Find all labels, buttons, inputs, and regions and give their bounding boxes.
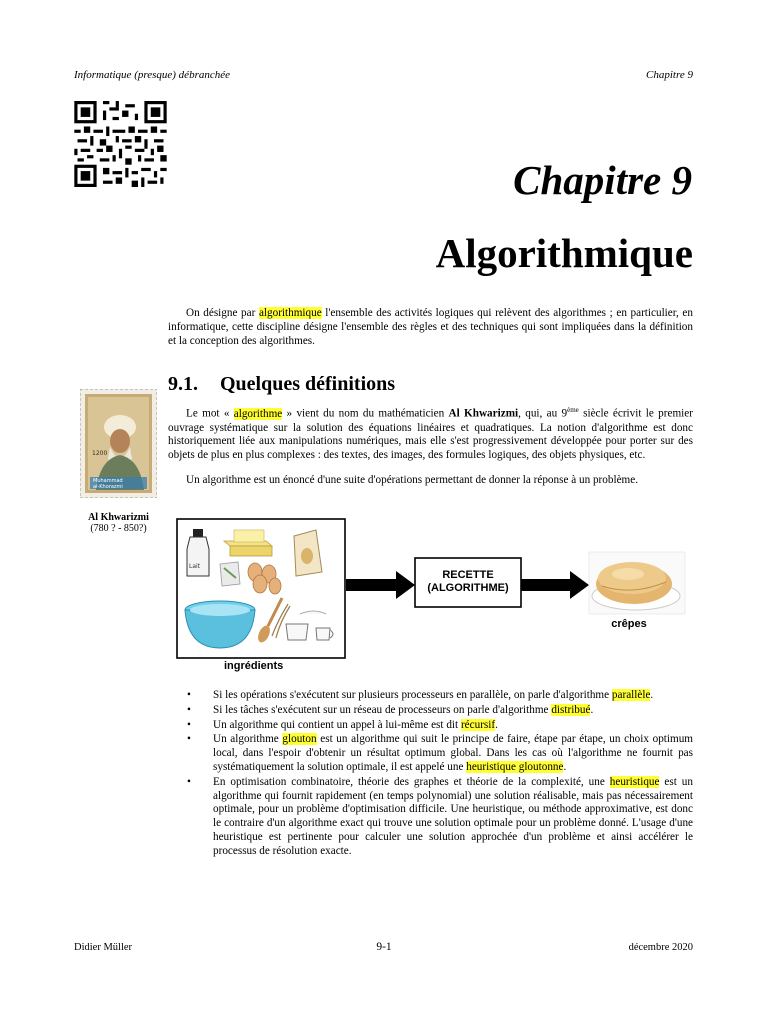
term-glouton: glouton [282, 733, 317, 746]
crepes-image [589, 552, 685, 614]
section-heading: 9.1. Quelques définitions [168, 373, 396, 395]
running-header-left: Informatique (presque) débranchée [74, 69, 230, 81]
intro-paragraph: On désigne par algorithmique l'ensemble des activités logiques qui relèvent des algorithmes ; en particulier, en informatique, cette discipline désigne l'ensemble des règles et des techniques qui sont impliquées dans la définition et la conception des algorithmes. [168, 307, 693, 347]
mathematician-name: Al Khwarizmi [448, 407, 519, 420]
page-number: 9-1 [376, 941, 392, 953]
term-parallele: parallèle [611, 689, 651, 701]
footer-author: Didier Müller [74, 942, 133, 953]
recipe-label-line1: RECETTE [442, 569, 494, 581]
stamp-portrait-image [80, 389, 157, 498]
chapter-title: Algorithmique [435, 230, 693, 276]
recipe-label-line2: (ALGORITHME) [427, 582, 509, 594]
list-item: • Un algorithme qui contient un appel à lui-même est dit récursif. [172, 719, 693, 733]
definition-paragraph-1: Le mot « algorithme » vient du nom du mathématicien Al Khwarizmi, qui, au 9ème siècle écrivit le premier ouvrage systématique sur la solution des équations linéaires et quadratiques. La notion d'algorithme est donc historiquement liée aux manipulations numériques, mais elle s'est progressivement développée pour porter sur des objets de plus en plus complexes : des textes, des images, des formules logiques, des objets physiques, etc. [168, 406, 693, 462]
stamp-name-line1: Muhammad [93, 478, 123, 484]
list-item: • En optimisation combinatoire, théorie des graphes et théorie de la complexité, une heuristique est un algorithme qui fournit rapidement (en temps polynomial) une solution réalisable, mais pas nécessairement optimale, pour un problème d'optimisation difficile. Une heuristique, ou méthode approximative, est donc le contraire d'un algorithme exact qui trouve une solution optimale pour un problème donné. L'usage d'une heuristique est pertinente pour calculer une solution approchée d'un problème et ainsi accélérer le processus de résolution exacte. [172, 776, 693, 859]
stamp-caption-name: Al Khwarizmi [88, 512, 149, 523]
definitions-list [172, 689, 693, 860]
chapter-number-title: Chapitre 9 [513, 157, 692, 203]
stamp-caption-dates: (780 ? - 850?) [90, 523, 147, 534]
sugar-box-icon [220, 562, 240, 586]
stamp-caption [70, 512, 167, 534]
stamp-name-line2: al-Khorazmi [93, 484, 123, 490]
footer-date: décembre 2020 [628, 942, 693, 953]
recipe-algorithm-diagram [176, 516, 692, 676]
running-header-right: Chapitre 9 [646, 69, 693, 81]
milk-label: Lait [189, 563, 201, 570]
term-distribue: distribué [551, 703, 591, 716]
definition-paragraph-2: Un algorithme est un énoncé d'une suite d'opérations permettant de donner la réponse à un problème. [186, 474, 639, 486]
term-recursif: récursif [460, 718, 496, 731]
qr-code-icon[interactable] [74, 101, 167, 187]
list-item: • Si les tâches s'exécutent sur un réseau de processeurs on parle d'algorithme distribué. [172, 704, 693, 718]
term-algorithmique: algorithmique [258, 307, 322, 319]
list-item: • Si les opérations s'exécutent sur plusieurs processeurs en parallèle, on parle d'algorithme parallèle. [172, 689, 693, 703]
result-label: crêpes [611, 618, 647, 630]
stamp-value: 1200 [92, 450, 108, 457]
term-heuristique-gloutonne: heuristique gloutonne [466, 760, 564, 773]
term-algorithme: algorithme [233, 407, 283, 420]
ingredients-label: ingrédients [224, 660, 284, 672]
list-item: • Un algorithme glouton est un algorithme qui suit le principe de faire, étape par étape, un choix optimum local, dans l'espoir d'obtenir un résultat optimum global. Dans les cas où l'algorithme ne fournit pas systématiquement la solution optimale, il est appelé une heuristique gloutonne. [172, 733, 693, 774]
arrow-to-recipe-icon [346, 571, 415, 599]
arrow-to-result-icon [521, 571, 589, 599]
term-heuristique: heuristique [609, 775, 660, 788]
